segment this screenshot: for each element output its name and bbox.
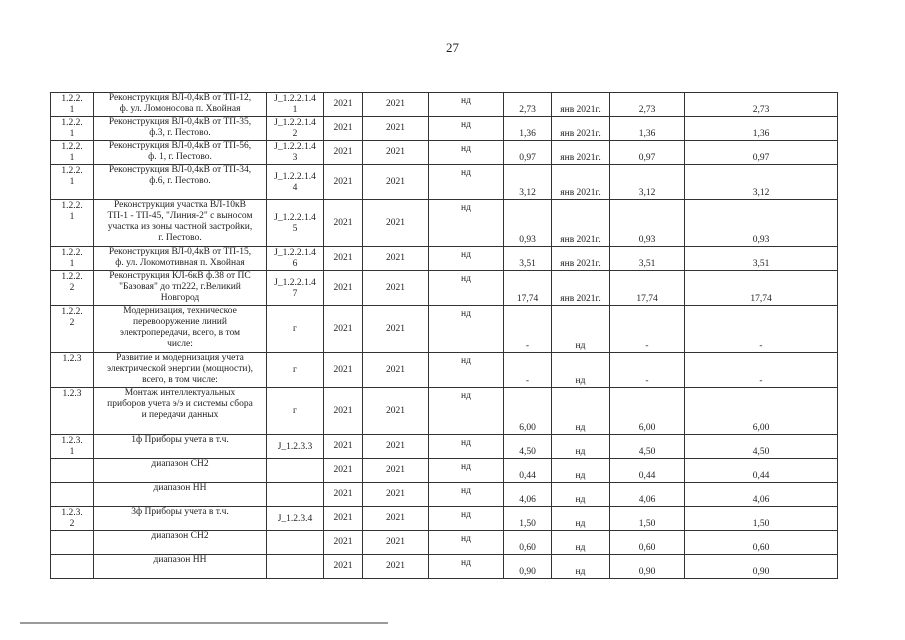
year-end-cell: 2021 — [363, 435, 429, 459]
code-cell: 1.2.2. 1 — [51, 165, 94, 200]
id-cell: J_1.2.3.3 — [267, 435, 324, 459]
id-cell: J_1.2.2.1.4 1 — [267, 93, 324, 117]
value1-cell: 17,74 — [504, 271, 552, 306]
date-cell: янв 2021г. — [552, 200, 610, 247]
year-end-cell: 2021 — [363, 555, 429, 579]
year-end-cell: 2021 — [363, 200, 429, 247]
year-end-cell: 2021 — [363, 165, 429, 200]
date-cell: нд — [552, 353, 610, 388]
code-cell — [51, 483, 94, 507]
code-cell — [51, 459, 94, 483]
value3-cell: 0,44 — [685, 459, 838, 483]
table-row — [51, 93, 838, 117]
note-cell: нд — [429, 117, 504, 141]
name-cell: диапазон СН2 — [94, 459, 267, 483]
date-cell: нд — [552, 531, 610, 555]
year-start-cell: 2021 — [324, 117, 363, 141]
date-cell: янв 2021г. — [552, 247, 610, 271]
table-row — [51, 435, 838, 459]
table-row — [51, 306, 838, 353]
code-cell — [51, 531, 94, 555]
note-cell: нд — [429, 306, 504, 353]
year-end-cell: 2021 — [363, 247, 429, 271]
value1-cell: 1,36 — [504, 117, 552, 141]
id-cell — [267, 555, 324, 579]
table-row — [51, 507, 838, 531]
value3-cell: 0,93 — [685, 200, 838, 247]
id-cell: J_1.2.2.1.4 4 — [267, 165, 324, 200]
code-cell: 1.2.3. 2 — [51, 507, 94, 531]
value2-cell: 3,12 — [610, 165, 685, 200]
year-end-cell: 2021 — [363, 117, 429, 141]
value2-cell: 4,50 — [610, 435, 685, 459]
table-row — [51, 555, 838, 579]
name-cell: Реконструкция ВЛ-0,4кВ от ТП-35, ф.3, г. Пестово. — [94, 117, 267, 141]
id-cell — [267, 531, 324, 555]
note-cell: нд — [429, 93, 504, 117]
name-cell: диапазон НН — [94, 483, 267, 507]
table-row — [51, 247, 838, 271]
table-row — [51, 388, 838, 435]
name-cell: Монтаж интеллектуальных приборов учета э/э и системы сбора и передачи данных — [94, 388, 267, 435]
value3-cell: 3,12 — [685, 165, 838, 200]
id-cell: J_1.2.3.4 — [267, 507, 324, 531]
value1-cell: 4,06 — [504, 483, 552, 507]
year-start-cell: 2021 — [324, 459, 363, 483]
date-cell: янв 2021г. — [552, 93, 610, 117]
value2-cell: - — [610, 306, 685, 353]
value2-cell: 0,90 — [610, 555, 685, 579]
value1-cell: - — [504, 353, 552, 388]
year-start-cell: 2021 — [324, 141, 363, 165]
year-start-cell: 2021 — [324, 353, 363, 388]
code-cell: 1.2.2. 1 — [51, 93, 94, 117]
name-cell: Реконструкция участка ВЛ-10кВ ТП-1 - ТП-45, "Линия-2" с выносом участка из зоны частной застройки, г. Пестово. — [94, 200, 267, 247]
value2-cell: 4,06 — [610, 483, 685, 507]
value1-cell: 0,97 — [504, 141, 552, 165]
value3-cell: 0,60 — [685, 531, 838, 555]
code-cell: 1.2.2. 1 — [51, 117, 94, 141]
name-cell: Реконструкция ВЛ-0,4кВ от ТП-12, ф. ул. Ломоносова п. Хвойная — [94, 93, 267, 117]
year-start-cell: 2021 — [324, 247, 363, 271]
date-cell: нд — [552, 435, 610, 459]
value2-cell: 3,51 — [610, 247, 685, 271]
id-cell: J_1.2.2.1.4 2 — [267, 117, 324, 141]
date-cell: янв 2021г. — [552, 165, 610, 200]
table-row — [51, 531, 838, 555]
table-row — [51, 271, 838, 306]
name-cell: 3ф Приборы учета в т.ч. — [94, 507, 267, 531]
year-end-cell: 2021 — [363, 353, 429, 388]
value2-cell: 0,44 — [610, 459, 685, 483]
value3-cell: 0,90 — [685, 555, 838, 579]
table-row — [51, 353, 838, 388]
code-cell: 1.2.3 — [51, 388, 94, 435]
code-cell — [51, 555, 94, 579]
value3-cell: 6,00 — [685, 388, 838, 435]
id-cell: J_1.2.2.1.4 5 — [267, 200, 324, 247]
note-cell: нд — [429, 507, 504, 531]
code-cell: 1.2.3 — [51, 353, 94, 388]
note-cell: нд — [429, 459, 504, 483]
value1-cell: 0,44 — [504, 459, 552, 483]
note-cell: нд — [429, 555, 504, 579]
year-start-cell: 2021 — [324, 555, 363, 579]
id-cell — [267, 483, 324, 507]
value2-cell: 17,74 — [610, 271, 685, 306]
year-end-cell: 2021 — [363, 483, 429, 507]
id-cell: г — [267, 388, 324, 435]
value1-cell: 0,90 — [504, 555, 552, 579]
code-cell: 1.2.2. 1 — [51, 247, 94, 271]
name-cell: Модернизация, техническое перевооружение линий электропередачи, всего, в том числе: — [94, 306, 267, 353]
year-start-cell: 2021 — [324, 200, 363, 247]
year-end-cell: 2021 — [363, 531, 429, 555]
year-start-cell: 2021 — [324, 531, 363, 555]
date-cell: нд — [552, 555, 610, 579]
value3-cell: - — [685, 306, 838, 353]
year-end-cell: 2021 — [363, 507, 429, 531]
note-cell: нд — [429, 388, 504, 435]
name-cell: Развитие и модернизация учета электрической энергии (мощности), всего, в том числе: — [94, 353, 267, 388]
id-cell: г — [267, 306, 324, 353]
value2-cell: 1,36 — [610, 117, 685, 141]
value3-cell: 4,50 — [685, 435, 838, 459]
value1-cell: 0,93 — [504, 200, 552, 247]
table-row — [51, 165, 838, 200]
date-cell: янв 2021г. — [552, 141, 610, 165]
value3-cell: 1,50 — [685, 507, 838, 531]
note-cell: нд — [429, 271, 504, 306]
table-row — [51, 459, 838, 483]
name-cell: Реконструкция ВЛ-0,4кВ от ТП-34, ф.6, г. Пестово. — [94, 165, 267, 200]
code-cell: 1.2.2. 2 — [51, 306, 94, 353]
code-cell: 1.2.2. 2 — [51, 271, 94, 306]
note-cell: нд — [429, 247, 504, 271]
id-cell — [267, 459, 324, 483]
value1-cell: 0,60 — [504, 531, 552, 555]
value3-cell: 3,51 — [685, 247, 838, 271]
table-row — [51, 141, 838, 165]
value3-cell: - — [685, 353, 838, 388]
year-end-cell: 2021 — [363, 93, 429, 117]
date-cell: нд — [552, 388, 610, 435]
date-cell: янв 2021г. — [552, 117, 610, 141]
code-cell: 1.2.2. 1 — [51, 200, 94, 247]
investment-program-table — [50, 92, 838, 579]
table-row — [51, 200, 838, 247]
name-cell: диапазон НН — [94, 555, 267, 579]
value2-cell: 0,93 — [610, 200, 685, 247]
value1-cell: 3,51 — [504, 247, 552, 271]
id-cell: г — [267, 353, 324, 388]
note-cell: нд — [429, 353, 504, 388]
date-cell: нд — [552, 507, 610, 531]
value2-cell: 0,97 — [610, 141, 685, 165]
page-number: 27 — [446, 40, 459, 55]
date-cell: янв 2021г. — [552, 271, 610, 306]
note-cell: нд — [429, 165, 504, 200]
value3-cell: 4,06 — [685, 483, 838, 507]
year-start-cell: 2021 — [324, 483, 363, 507]
year-end-cell: 2021 — [363, 271, 429, 306]
table-body — [51, 93, 838, 579]
value2-cell: - — [610, 353, 685, 388]
name-cell: Реконструкция ВЛ-0,4кВ от ТП-15, ф. ул. Локомотивная п. Хвойная — [94, 247, 267, 271]
date-cell: нд — [552, 483, 610, 507]
year-start-cell: 2021 — [324, 306, 363, 353]
value1-cell: 6,00 — [504, 388, 552, 435]
date-cell: нд — [552, 306, 610, 353]
value3-cell: 17,74 — [685, 271, 838, 306]
value2-cell: 2,73 — [610, 93, 685, 117]
year-start-cell: 2021 — [324, 165, 363, 200]
value2-cell: 6,00 — [610, 388, 685, 435]
name-cell: диапазон СН2 — [94, 531, 267, 555]
year-end-cell: 2021 — [363, 459, 429, 483]
note-cell: нд — [429, 483, 504, 507]
value1-cell: 1,50 — [504, 507, 552, 531]
year-start-cell: 2021 — [324, 271, 363, 306]
value1-cell: - — [504, 306, 552, 353]
value1-cell: 2,73 — [504, 93, 552, 117]
value3-cell: 1,36 — [685, 117, 838, 141]
year-start-cell: 2021 — [324, 388, 363, 435]
year-end-cell: 2021 — [363, 388, 429, 435]
note-cell: нд — [429, 435, 504, 459]
year-start-cell: 2021 — [324, 507, 363, 531]
id-cell: J_1.2.2.1.4 3 — [267, 141, 324, 165]
date-cell: нд — [552, 459, 610, 483]
id-cell: J_1.2.2.1.4 7 — [267, 271, 324, 306]
code-cell: 1.2.3. 1 — [51, 435, 94, 459]
name-cell: Реконструкция КЛ-6кВ ф.38 от ПС "Базовая" до тп222, г.Великий Новгород — [94, 271, 267, 306]
note-cell: нд — [429, 531, 504, 555]
year-start-cell: 2021 — [324, 435, 363, 459]
code-cell: 1.2.2. 1 — [51, 141, 94, 165]
note-cell: нд — [429, 141, 504, 165]
value2-cell: 0,60 — [610, 531, 685, 555]
name-cell: Реконструкция ВЛ-0,4кВ от ТП-56, ф. 1, г. Пестово. — [94, 141, 267, 165]
year-start-cell: 2021 — [324, 93, 363, 117]
name-cell: 1ф Приборы учета в т.ч. — [94, 435, 267, 459]
value3-cell: 2,73 — [685, 93, 838, 117]
table-row — [51, 483, 838, 507]
value3-cell: 0,97 — [685, 141, 838, 165]
value1-cell: 3,12 — [504, 165, 552, 200]
table-row — [51, 117, 838, 141]
footer-scan-line — [20, 622, 388, 624]
note-cell: нд — [429, 200, 504, 247]
value1-cell: 4,50 — [504, 435, 552, 459]
year-end-cell: 2021 — [363, 306, 429, 353]
id-cell: J_1.2.2.1.4 6 — [267, 247, 324, 271]
value2-cell: 1,50 — [610, 507, 685, 531]
year-end-cell: 2021 — [363, 141, 429, 165]
